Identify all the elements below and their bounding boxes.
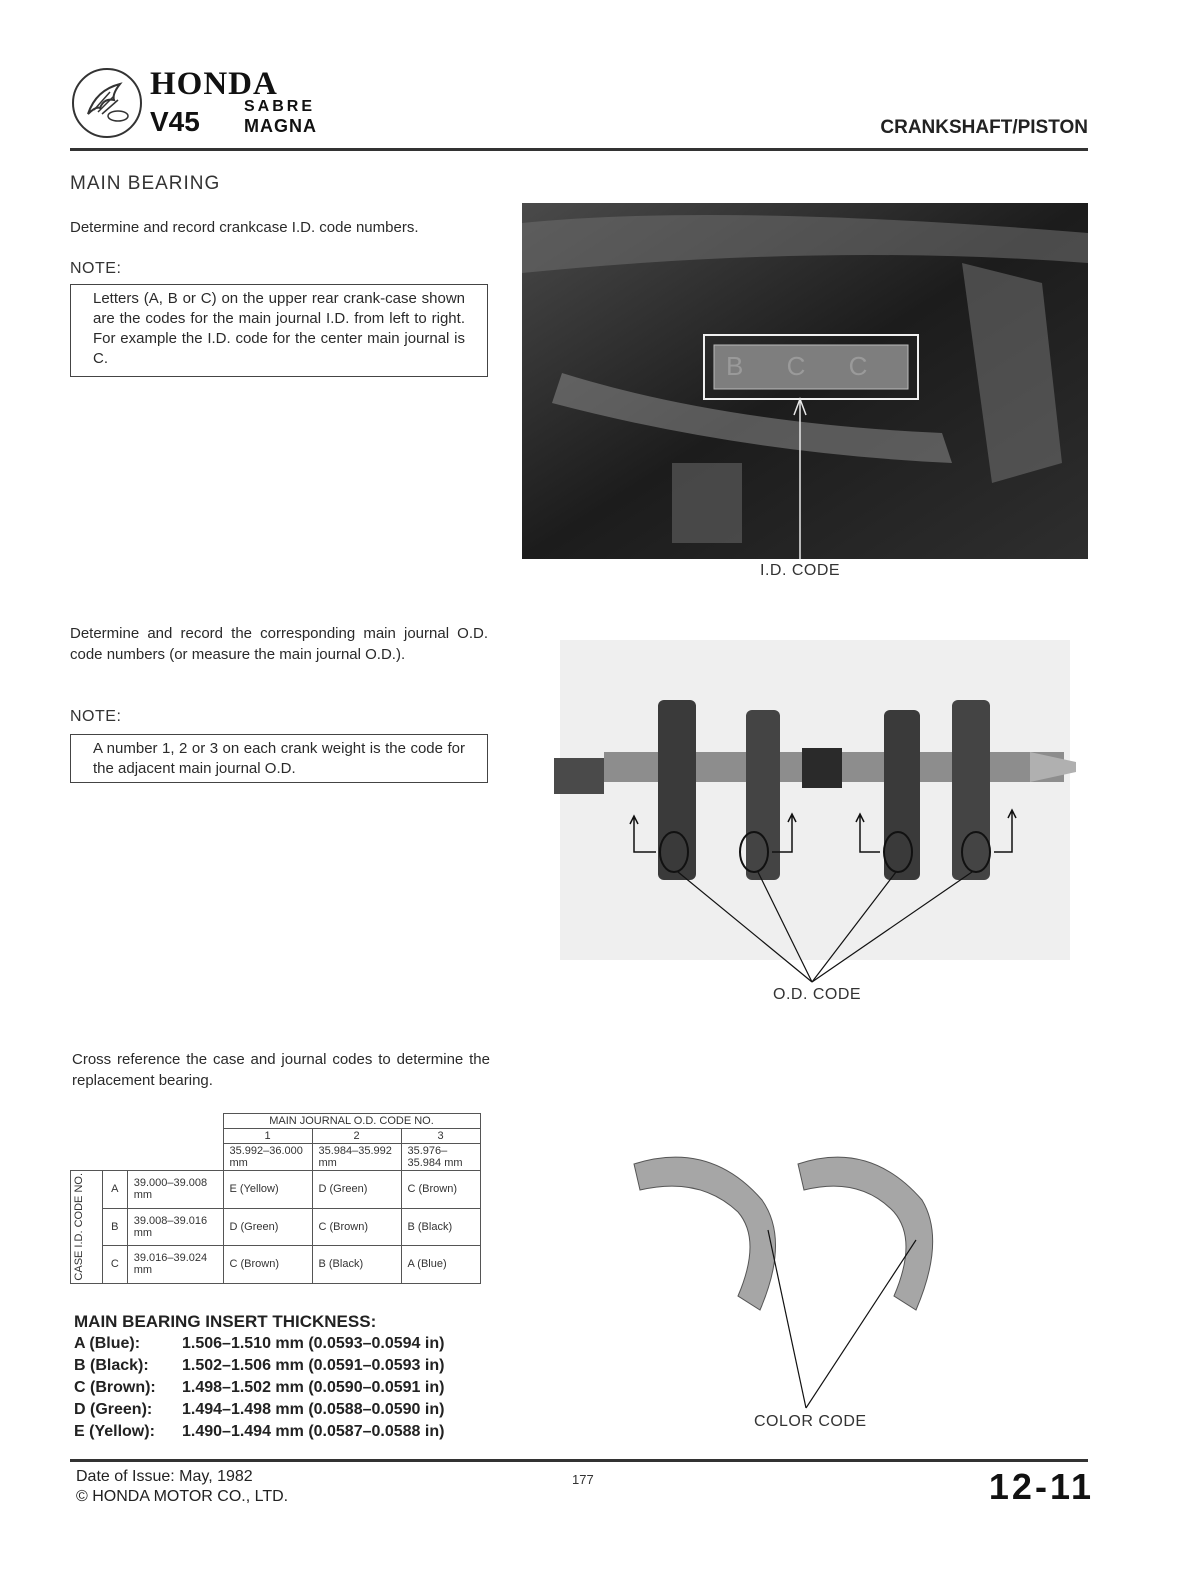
brand-name: HONDA [150, 66, 278, 102]
color-code-caption: COLOR CODE [754, 1413, 867, 1430]
thickness-item [74, 1423, 444, 1445]
thickness-value: 1.506–1.510 mm (0.0593–0.0594 in) [182, 1335, 445, 1352]
od-range-3: 35.976–35.984 mm [401, 1144, 480, 1171]
bearing-cell: B (Black) [401, 1208, 480, 1246]
section-title: CRANKSHAFT/PISTON [880, 117, 1088, 138]
table-row [71, 1171, 481, 1209]
bearing-cell: B (Black) [312, 1246, 401, 1284]
crankcase-photo [522, 203, 1088, 559]
bearing-inserts-illustration [620, 1140, 950, 1420]
table-row [71, 1246, 481, 1284]
bearing-cell: C (Brown) [312, 1208, 401, 1246]
note-1-text: Letters (A, B or C) on the upper rear crank-case shown are the codes for the main journal I.D. from left to right. For example the I.D. code for the center main journal is C. [93, 290, 465, 367]
table-od-code-row [71, 1129, 481, 1144]
note-1-box [70, 284, 488, 377]
od-range-1: 35.992–36.000 mm [223, 1144, 312, 1171]
model-name: V45 [150, 106, 200, 137]
crankshaft-illustration [540, 630, 1088, 990]
bearing-selection-table [70, 1113, 481, 1284]
step-2-text: Determine and record the corresponding main journal O.D. code numbers (or measure the main journal O.D.). [70, 625, 488, 663]
od-code-1: 1 [223, 1129, 312, 1144]
date-of-issue: Date of Issue: May, 1982 [76, 1468, 253, 1485]
case-range: 39.016–39.024 mm [127, 1246, 223, 1284]
bearing-cell: A (Blue) [401, 1246, 480, 1284]
od-code-header: MAIN JOURNAL O.D. CODE NO. [223, 1114, 480, 1129]
page-heading: MAIN BEARING [70, 173, 221, 194]
thickness-item [74, 1335, 444, 1357]
table-header-row [71, 1114, 481, 1129]
note-2-text: A number 1, 2 or 3 on each crank weight is the code for the adjacent main journal O.D. [93, 740, 465, 777]
id-code-letters: B C C [726, 351, 886, 381]
od-code-3: 3 [401, 1129, 480, 1144]
thickness-label: A (Blue): [74, 1335, 141, 1352]
case-code: C [102, 1246, 127, 1284]
header-rule [70, 148, 1088, 151]
bearing-cell: C (Brown) [401, 1171, 480, 1209]
thickness-item [74, 1401, 444, 1423]
note-2-label: NOTE: [70, 708, 122, 725]
thickness-label: C (Brown): [74, 1379, 156, 1396]
thickness-label: E (Yellow): [74, 1423, 155, 1440]
thickness-item [74, 1357, 444, 1379]
thickness-value: 1.498–1.502 mm (0.0590–0.0591 in) [182, 1379, 445, 1396]
case-range: 39.008–39.016 mm [127, 1208, 223, 1246]
thickness-value: 1.502–1.506 mm (0.0591–0.0593 in) [182, 1357, 445, 1374]
note-1-label: NOTE: [70, 260, 122, 277]
insert-thickness-heading: MAIN BEARING INSERT THICKNESS: [74, 1312, 377, 1331]
honda-wing-logo [72, 68, 142, 138]
page-code: 12-11 [988, 1466, 1094, 1507]
thickness-value: 1.490–1.494 mm (0.0587–0.0588 in) [182, 1423, 445, 1440]
model-variant-bottom: MAGNA [244, 116, 317, 136]
od-range-2: 35.984–35.992 mm [312, 1144, 401, 1171]
od-code-caption: O.D. CODE [773, 986, 862, 1003]
bearing-cell: C (Brown) [223, 1246, 312, 1284]
id-code-caption: I.D. CODE [760, 562, 841, 579]
step-1-text: Determine and record crankcase I.D. code numbers. [70, 219, 419, 236]
bearing-cell: E (Yellow) [223, 1171, 312, 1209]
model-variant-top: SABRE [244, 98, 316, 115]
thickness-label: D (Green): [74, 1401, 153, 1418]
wing-icon [74, 70, 140, 136]
bearing-cell: D (Green) [223, 1208, 312, 1246]
case-range: 39.000–39.008 mm [127, 1171, 223, 1209]
od-code-2: 2 [312, 1129, 401, 1144]
case-code: A [102, 1171, 127, 1209]
footer-rule [70, 1459, 1088, 1462]
table-od-range-row [71, 1144, 481, 1171]
case-id-header: CASE I.D. CODE NO. [71, 1171, 103, 1284]
bearing-inserts-photo [620, 1140, 950, 1420]
thickness-item [74, 1379, 444, 1401]
bearing-cell: D (Green) [312, 1171, 401, 1209]
page-number: 177 [572, 1472, 594, 1487]
note-2-box [70, 734, 488, 783]
copyright: © HONDA MOTOR CO., LTD. [76, 1488, 289, 1505]
table-row [71, 1208, 481, 1246]
crankshaft-photo [540, 630, 1088, 990]
thickness-value: 1.494–1.498 mm (0.0588–0.0590 in) [182, 1401, 445, 1418]
step-3-text: Cross reference the case and journal codes to determine the replacement bearing. [72, 1051, 490, 1089]
thickness-label: B (Black): [74, 1357, 149, 1374]
case-code: B [102, 1208, 127, 1246]
